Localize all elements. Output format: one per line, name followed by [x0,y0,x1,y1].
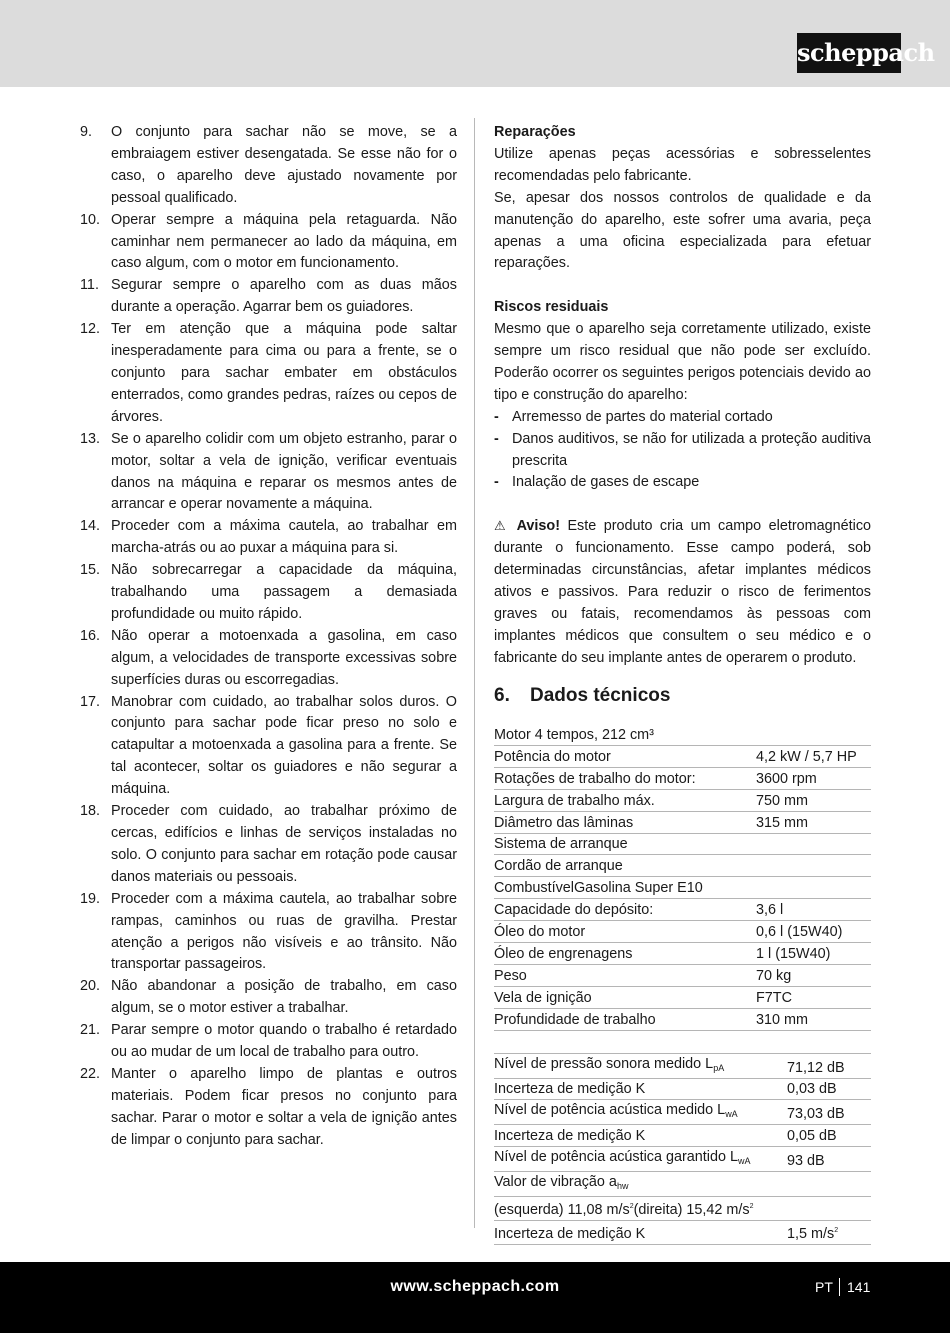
table-row: Óleo de engrenagens 1 l (15W40) [494,943,871,965]
table-row: Incerteza de medição K 1,5 $m/s^2$ [494,1221,871,1245]
header-bar [0,0,950,87]
risk-item: - Inalação de gases de escape [494,474,700,491]
risk-item: - Arremesso de partes do material cortado [494,408,773,425]
table-row: Óleo do motor 0,6 l (15W40) [494,921,871,943]
list-item: 20. Não abandonar a posição de trabalho, em caso algum, se o motor estiver a trabalhar. [80,978,457,1017]
page-number: 141 [847,1279,871,1295]
table-row: Largura de trabalho máx. 750 mm [494,789,871,811]
table-row: CombustívelGasolina Super E10 [494,877,871,899]
footer-bar [0,1262,950,1333]
table-row: Incerteza de medição K 0,03 dB [494,1078,871,1100]
table-row: Nível de pressão sonora medido $L_{pA}$ 71,12 dB [494,1053,871,1078]
technical-data-table [494,724,871,1031]
list-item: 19. Proceder com a máxima cautela, ao trabalhar sobre rampas, caminhos ou ruas de gravilha. Prestar atenção a perigos não visíveis e ao trânsito. Não transportar passageiros. [80,890,457,973]
table-row: Incerteza de medição K 0,05 dB [494,1125,871,1147]
safety-instructions-list [80,122,457,1152]
noise-vibration-table [494,1053,871,1246]
repairs-heading: Reparações [494,124,576,140]
list-item: 9. O conjunto para sachar não se move, se a embraiagem estiver desengatada. Se esse não for o caso, o aparelho deve ajustado novamente por pessoal qualificado. [80,124,457,206]
table-row: Motor 4 tempos, 212 cm³ [494,724,871,746]
brand-logo: scheppach [797,33,901,73]
table-row: Nível de potência acústica medido $L_{wA}$ 73,03 dB [494,1100,871,1125]
table-row: Profundidade de trabalho 310 mm [494,1008,871,1030]
table-row: Nível de potência acústica garantido $L_{wA}$ 93 dB [494,1147,871,1172]
warning-icon: ⚠ [494,519,510,535]
list-item: 18. Proceder com cuidado, ao trabalhar próximo de cercas, edifícios e linhas de serviços instaladas no solo. O conjunto para sachar em rotação pode causar danos materiais ou pessoais. [80,803,457,885]
list-item: 16. Não operar a motoenxada a gasolina, em caso algum, a velocidades de transporte excessivas sobre superfícies duras ou escorregadias. [80,627,457,688]
repairs-paragraph: Utilize apenas peças acessórias e sobresselentes recomendadas pelo fabricante. [494,145,871,184]
table-row: Valor de vibração $a_{hw}$ [494,1172,871,1197]
warning-label: Aviso! [516,518,561,535]
language-code: PT [815,1279,833,1295]
list-item: 11. Segurar sempre o aparelho com as duas mãos durante a operação. Agarrar bem os guiadores. [80,277,457,316]
website-link[interactable]: www.scheppach.com [390,1278,560,1295]
table-row: Potência do motor 4,2 kW / 5,7 HP [494,746,871,768]
list-item: 14. Proceder com a máxima cautela, ao trabalhar em marcha-atrás ou ao puxar a máquina para si. [80,518,457,557]
table-row: Capacidade do depósito: 3,6 l [494,899,871,921]
section-title: 6. Dados técnicos [494,684,671,706]
residual-risks-heading: Riscos residuais [494,299,609,316]
table-row: Peso 70 kg [494,964,871,986]
table-row: (esquerda) 11,08 $m/s^2(direita)$ 15,42 $m/s^2$ [494,1197,871,1221]
footer-separator [839,1278,840,1296]
column-divider [474,118,475,1228]
list-item: 15. Não sobrecarregar a capacidade da máquina, trabalhando uma passagem a demasiada profundidade ou muito rápido. [80,562,457,622]
list-item: 22. Manter o aparelho limpo de plantas e outros materiais. Podem ficar presos no conjunto para sachar. Parar o motor e soltar a vela de ignição antes de limpar o conjunto para sachar. [80,1065,457,1148]
right-column [494,122,871,1245]
residual-risks-intro: Mesmo que o aparelho seja corretamente utilizado, existe sempre um risco residual que não pode ser excluído. Poderão ocorrer os seguintes perigos potenciais devido ao tipo e construção do aparelho: [494,321,871,403]
table-row: Diâmetro das lâminas 315 mm [494,811,871,833]
list-item: 17. Manobrar com cuidado, ao trabalhar solos duros. O conjunto para sachar pode ficar preso no solo e catapultar a motoenxada a gasolina para a frente. Se tal acontecer, soltar os guiadores e não segurar a máquina. [80,693,457,798]
list-item: 12. Ter em atenção que a máquina pode saltar inesperadamente para cima ou para a frente, se o conjunto para sachar embater em obstáculos enterrados, como grandes pedras, raízes ou cepos de árvores. [80,321,457,425]
table-row: Sistema de arranque [494,833,871,855]
list-item: 13. Se o aparelho colidir com um objeto estranho, parar o motor, soltar a vela de ignição, verificar eventuais danos na máquina e reparar os mesmos antes de arrancar e operar novamente a máquina. [80,430,457,513]
list-item: 10. Operar sempre a máquina pela retaguarda. Não caminhar nem permanecer ao lado da máquina, em caso algum, com o motor em funcionamento. [80,211,457,272]
repairs-paragraph: Se, apesar dos nossos controlos de qualidade e da manutenção do aparelho, este sofrer uma avaria, peça apenas a uma oficina especializada para efetuar reparações. [494,189,871,272]
table-row: Rotações de trabalho do motor: 3600 rpm [494,767,871,789]
table-row: Vela de ignição F7TC [494,986,871,1008]
warning-paragraph: ⚠ Aviso! Este produto cria um campo eletromagnético durante o funcionamento. Esse campo poderá, sob determinadas circunstâncias, afetar implantes médicos ativos e passivos. Para reduzir o risco de ferimentos graves ou fatais, recomendamos às pessoas com implantes médicos que consultem o seu médico e o fabricante do seu implante antes de operarem o produto. [494,518,872,666]
risk-item: - Danos auditivos, se não for utilizada a proteção auditiva prescrita [494,430,871,469]
table-row: Cordão de arranque [494,855,871,877]
list-item: 21. Parar sempre o motor quando o trabalho é retardado ou ao mudar de um local de trabalho para outro. [80,1022,457,1061]
